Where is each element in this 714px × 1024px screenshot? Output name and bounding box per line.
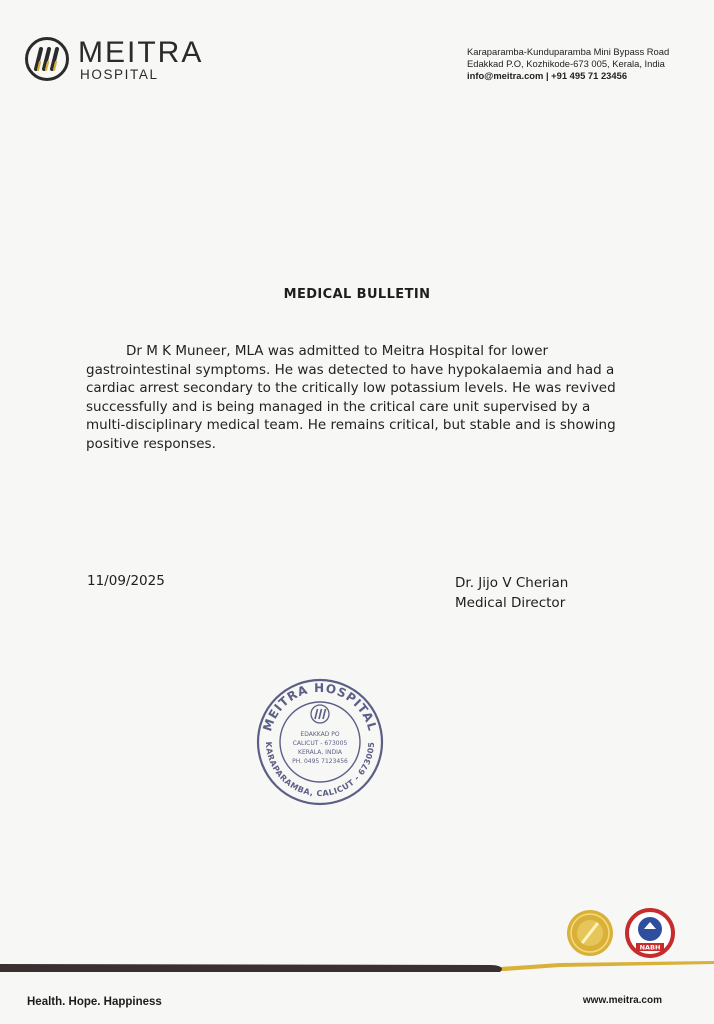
- signer-name: Dr. Jijo V Cherian: [455, 575, 569, 591]
- footer-tagline: Health. Hope. Happiness: [27, 996, 162, 1008]
- footer-band: [0, 958, 714, 980]
- nabh-label: NABH: [639, 943, 661, 952]
- accreditation-badges: [566, 905, 678, 965]
- signature-block: [455, 573, 568, 613]
- hospital-logo: [24, 36, 224, 84]
- footer-website[interactable]: www.meitra.com: [582, 995, 662, 1006]
- stamp-inner-line-4: PH. 0495 7123456: [292, 758, 348, 765]
- bulletin-body: [86, 342, 626, 454]
- contact-line: info@meitra.com | +91 495 71 23456: [467, 70, 628, 81]
- brand-subtitle: HOSPITAL: [80, 67, 159, 82]
- stamp-inner-line-2: CALICUT - 673005: [292, 740, 348, 747]
- address-line-2: Edakkad P.O, Kozhikode-673 005, Kerala, India: [467, 58, 665, 69]
- hospital-address: [467, 46, 669, 82]
- stamp-inner-line-1: EDAKKAD PO: [300, 731, 340, 738]
- gold-seal-icon: [567, 910, 613, 956]
- brand-name: MEITRA: [78, 36, 204, 69]
- signer-title: Medical Director: [455, 595, 566, 611]
- address-line-1: Karaparamba-Kunduparamba Mini Bypass Road: [467, 46, 670, 57]
- meitra-logo-icon: [24, 36, 70, 82]
- stamp-bottom-text: KARAPARAMBA, CALICUT - 673005: [263, 741, 377, 799]
- stamp-top-text: MEITRA HOSPITAL: [260, 680, 380, 734]
- nabh-badge-icon: [627, 910, 673, 956]
- bulletin-date: 11/09/2025: [87, 573, 165, 589]
- bulletin-title: MEDICAL BULLETIN: [283, 287, 431, 302]
- bulletin-paragraph: Dr M K Muneer, MLA was admitted to Meitra Hospital for lower gastrointestinal symptoms. He was detected to have hypokalaemia and had a cardiac arrest secondary to the critically low potassium levels. He was revived successfully and is being managed in the critical care unit supervised by a multi-disciplinary medical team. He remains critical, but stable and is showing positive responses.: [86, 343, 616, 452]
- svg-text:MEITRA HOSPITAL: [260, 681, 380, 733]
- hospital-seal-stamp: [252, 676, 388, 806]
- stamp-inner-line-3: KERALA, INDIA: [298, 749, 342, 756]
- stamp-logo-icon: [311, 705, 329, 723]
